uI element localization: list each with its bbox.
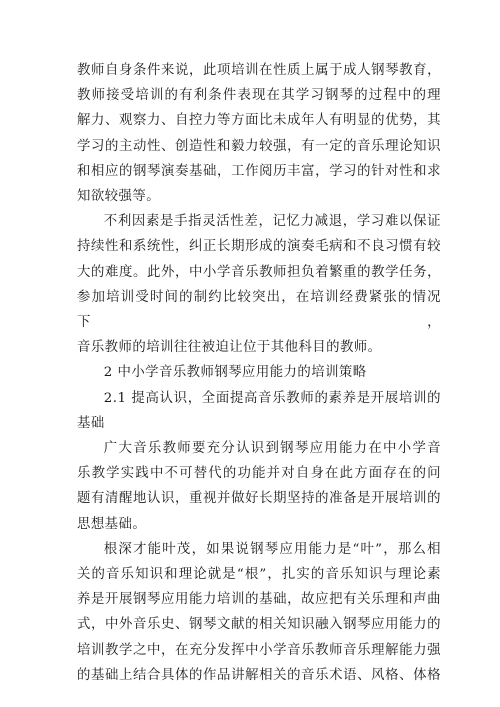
text-line: 根深才能叶茂，如果说钢琴应用能力是“叶”，那么相 [103,541,441,557]
paragraph-4 [77,537,441,688]
text-line: 解力、观察力、自控力等方面比未成年人有明显的优势，其 [77,113,441,129]
text-line: 题有清醒地认识，重视并做好长期坚持的准备是开展培训的 [77,491,441,507]
text-line: 广大音乐教师要充分认识到钢琴应用能力在中小学音 [103,441,441,457]
text-line: 持续性和系统性，纠正长期形成的演奏毛病和不良习惯有较 [77,239,441,255]
text-line: 教师自身条件来说，此项培训在性质上属于成人钢琴教育， [77,63,441,78]
paragraph-1 [77,58,441,209]
paragraph-3 [77,436,441,537]
section-heading-2 [77,360,441,385]
text-line: 大的难度。此外，中小学音乐教师担负着繁重的教学任务， [77,264,441,280]
heading-text: 基础 [77,415,105,431]
text-line: 参加培训受时间的制约比较突出，在培训经费紧张的情况下， [77,289,441,331]
text-line: 培训教学之中，在充分发挥中小学音乐教师音乐理解能力强 [77,642,441,658]
text-line: 学习的主动性、创造性和毅力较强，有一定的音乐理论知识 [77,138,441,154]
text-line: 的基础上结合具体的作品讲解相关的音乐术语、风格、体格 [77,667,441,683]
document-page [77,58,441,688]
text-line: 式，中外音乐史、钢琴文献的相关知识融入钢琴应用能力的 [77,617,441,633]
text-line: 知欲较强等。 [77,189,161,205]
subsection-heading-2-1 [77,386,441,436]
text-line: 关的音乐知识和理论就是“根”，扎实的音乐知识与理论素 [77,567,441,583]
text-line: 音乐教师的培训往往被迫让位于其他科目的教师。 [77,340,382,356]
heading-text: 2 中小学音乐教师钢琴应用能力的培训策略 [103,365,367,381]
text-line: 教师接受培训的有利条件表现在其学习钢琴的过程中的理 [77,88,441,104]
text-line: 思想基础。 [77,516,147,532]
heading-text: 2.1 提高认识，全面提高音乐教师的素养是开展培训的 [103,390,441,406]
text-line: 不利因素是手指灵活性差，记忆力减退，学习难以保证 [103,214,441,230]
text-line: 养是开展钢琴应用能力培训的基础，故应把有关乐理和声曲 [77,592,441,608]
text-line: 和相应的钢琴演奏基础，工作阅历丰富，学习的针对性和求 [77,163,441,179]
paragraph-2 [77,209,441,360]
text-line: 乐教学实践中不可替代的功能并对自身在此方面存在的问 [77,466,441,482]
